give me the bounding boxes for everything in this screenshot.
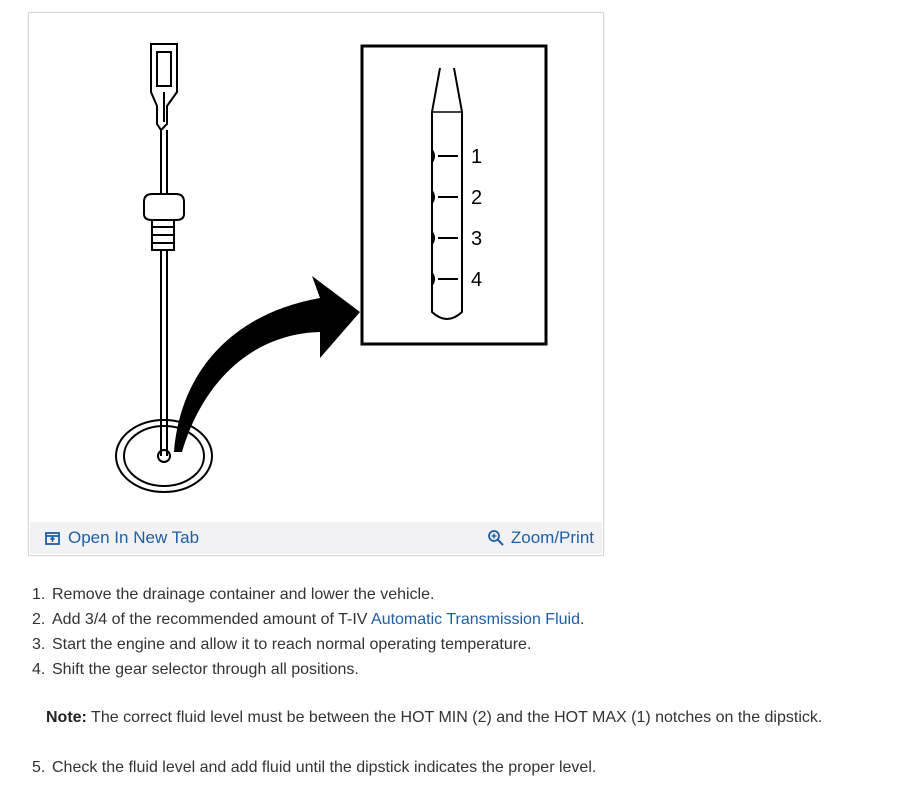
step-text-end: . — [579, 611, 585, 628]
step-item — [32, 582, 584, 607]
notch-number-label: 1 — [471, 146, 483, 168]
arrow-shape — [174, 276, 360, 452]
dipstick-tip — [432, 68, 462, 319]
zoom-print-label: Zoom/Print — [510, 528, 594, 547]
notch-number-label: 2 — [471, 187, 483, 209]
step-item-5 — [32, 755, 596, 780]
step-number: 5. — [32, 759, 46, 776]
note-label: Note: — [46, 709, 87, 726]
step-text: Add 3/4 of the recommended amount of T-IV — [52, 611, 372, 628]
filler-tube — [116, 420, 212, 492]
figure-panel — [28, 12, 604, 556]
open-in-new-tab-label: Open In New Tab — [68, 528, 200, 547]
step-item — [32, 657, 584, 682]
open-in-new-tab-link[interactable] — [44, 528, 199, 548]
step-number: 2. — [32, 611, 46, 628]
dipstick-cap — [144, 194, 184, 250]
zoom-print-link[interactable] — [487, 528, 594, 548]
step-item — [32, 632, 584, 657]
notch-number-label: 4 — [471, 269, 483, 291]
figure-toolbar — [30, 522, 602, 554]
dipstick-handle — [151, 44, 177, 130]
dipstick-shaft — [161, 130, 167, 194]
note-text: The correct fluid level must be between the HOT MIN (2) and the HOT MAX (1) notches on the dipstick. — [86, 709, 823, 726]
step-text: Remove the drainage container and lower the vehicle. — [52, 586, 435, 603]
open-new-tab-icon — [44, 529, 62, 547]
notch-number-label: 3 — [471, 228, 483, 250]
atf-link[interactable]: Automatic Transmission Fluid — [371, 611, 580, 628]
zoom-magnifier-icon — [487, 529, 505, 547]
note-block — [46, 705, 822, 730]
step-number: 1. — [32, 586, 46, 603]
step-text: Start the engine and allow it to reach normal operating temperature. — [52, 636, 532, 653]
step-number: 4. — [32, 661, 46, 678]
dipstick-illustration — [30, 14, 604, 522]
step-text: Shift the gear selector through all positions. — [52, 661, 359, 678]
step-text: Check the fluid level and add fluid until the dipstick indicates the proper level. — [52, 759, 597, 776]
procedure-steps — [32, 582, 584, 682]
step-number: 3. — [32, 636, 46, 653]
step-item — [32, 607, 584, 632]
